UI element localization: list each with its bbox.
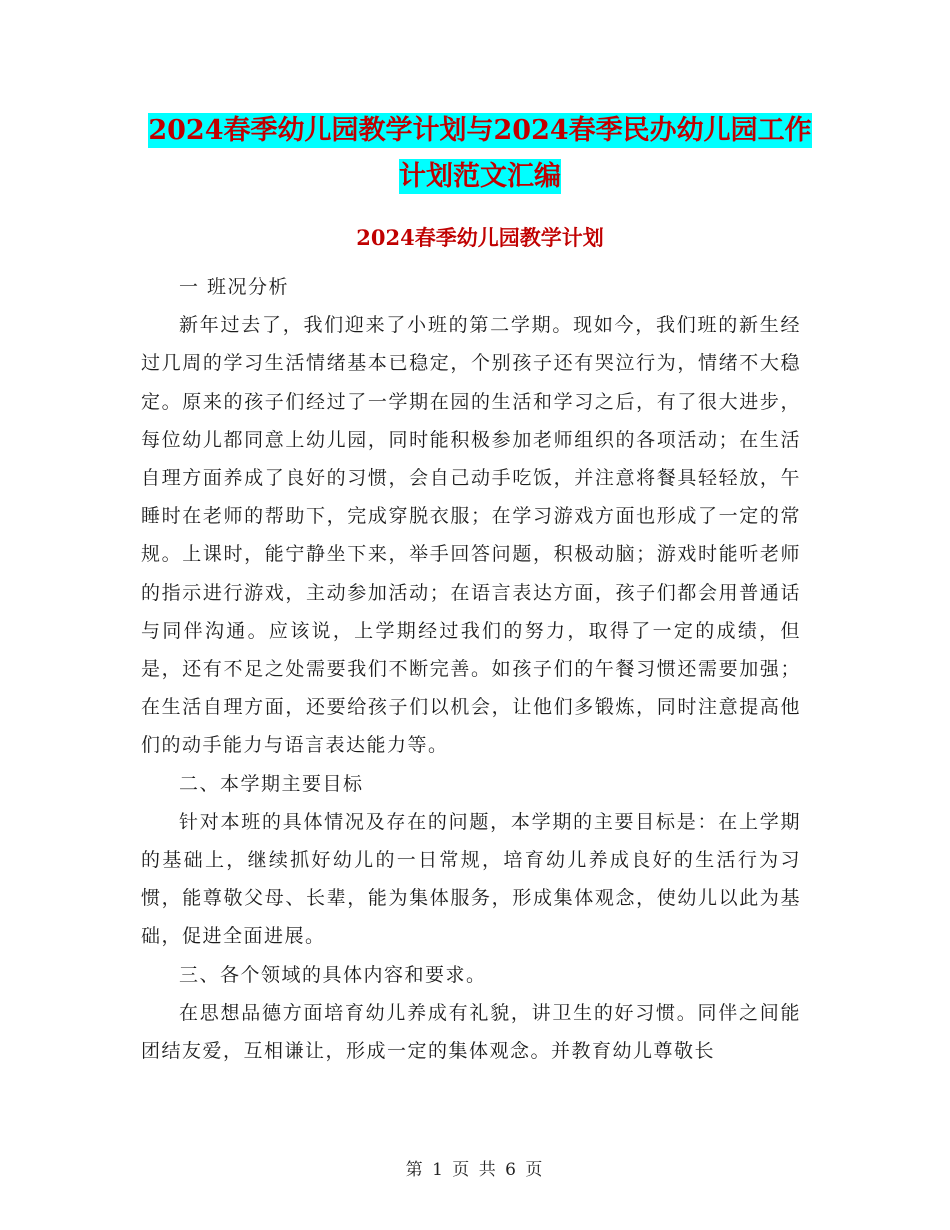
section-title: 2024春季幼儿园教学计划 [356, 225, 604, 250]
heading-main-goals: 二、本学期主要目标 [179, 772, 364, 795]
heading-domain-content: 三、各个领域的具体内容和要求。 [179, 963, 487, 986]
title-line-1: 2024春季幼儿园教学计划与2024春季民办幼儿园工作 [148, 115, 812, 146]
page-number-footer: 第 1 页 共 6 页 [405, 1160, 545, 1180]
heading-class-analysis: 一 班况分析 [179, 276, 290, 298]
document-title [140, 108, 820, 200]
paragraph-main-goals: 针对本班的具体情况及存在的问题，本学期的主要目标是：在上学期的基础上，继续抓好幼儿的一日常规，培育幼儿养成良好的生活行为习惯，能尊敬父母、长辈，能为集体服务，形成集体观念，使幼儿以此为基础，促进全面进展。 [141, 810, 801, 948]
title-line-2: 计划范文汇编 [399, 161, 561, 192]
paragraph-class-analysis: 新年过去了，我们迎来了小班的第二学期。现如今，我们班的新生经过几周的学习生活情绪基本已稳定，个别孩子还有哭泣行为，情绪不大稳定。原来的孩子们经过了一学期在园的生活和学习之后，有了很大进步，每位幼儿都同意上幼儿园，同时能积极参加老师组织的各项活动；在生活自理方面养成了良好的习惯，会自己动手吃饭，并注意将餐具轻轻放，午睡时在老师的帮助下，完成穿脱衣服；在学习游戏方面也形成了一定的常规。上课时，能宁静坐下来，举手回答问题，积极动脑；游戏时能听老师的指示进行游戏，主动参加活动；在语言表达方面，孩子们都会用普通话与同伴沟通。应该说，上学期经过我们的努力，取得了一定的成绩，但是，还有不足之处需要我们不断完善。如孩子们的午餐习惯还需要加强；在生活自理方面，还要给孩子们以机会，让他们多锻炼，同时注意提高他们的动手能力与语言表达能力等。 [141, 314, 801, 757]
paragraph-moral-education: 在思想品德方面培育幼儿养成有礼貌，讲卫生的好习惯。同伴之间能团结友爱，互相谦让，形成一定的集体观念。并教育幼儿尊敬长 [141, 1001, 801, 1063]
document-body [141, 268, 801, 1070]
